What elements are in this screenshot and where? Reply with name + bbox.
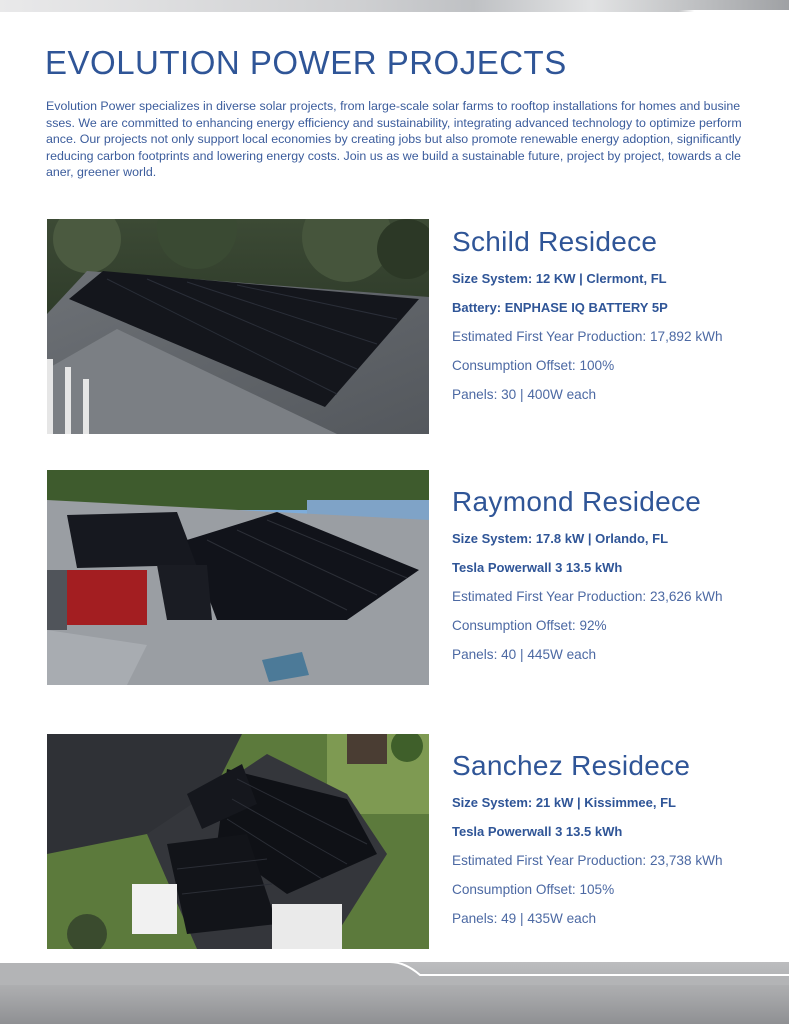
- project-name: Sanchez Residece: [452, 750, 691, 781]
- system-size: Size System: 12 KW | Clermont, FL: [452, 271, 667, 286]
- system-size: Size System: 21 kW | Kissimmee, FL: [452, 795, 677, 810]
- battery: Tesla Powerwall 3 13.5 kWh: [452, 824, 623, 839]
- raymond-residence-info: [452, 486, 772, 669]
- raymond-residence-photo: [47, 470, 429, 685]
- schild-residence-info: [452, 226, 772, 409]
- top-band-edge: [0, 10, 789, 14]
- schild-residence-photo: [47, 219, 429, 434]
- intro-paragraph: Evolution Power specializes in diverse solar projects, from large-scale solar farms to rooftop installations for homes and businesses. We are committed to enhancing energy efficiency and sustainability, integrating advanced technology to optimize performance. Our projects not only support local economies by creating jobs but also promote renewable energy adoption, significantly reducing carbon footprints and lowering energy costs. Join us as we build a sustainable future, project by project, towards a cleaner, greener world.: [46, 99, 742, 180]
- panels: Panels: 30 | 400W each: [452, 387, 597, 402]
- panels: Panels: 49 | 435W each: [452, 911, 597, 926]
- production: Estimated First Year Production: 23,626 kWh: [452, 589, 723, 604]
- sanchez-residence-photo: [47, 734, 429, 949]
- system-size: Size System: 17.8 kW | Orlando, FL: [452, 531, 669, 546]
- consumption-offset: Consumption Offset: 100%: [452, 358, 615, 373]
- project-name: Raymond Residece: [452, 486, 702, 517]
- project-name: Schild Residece: [452, 226, 658, 257]
- battery: Battery: ENPHASE IQ BATTERY 5P: [452, 300, 668, 315]
- production: Estimated First Year Production: 17,892 kWh: [452, 329, 723, 344]
- consumption-offset: Consumption Offset: 105%: [452, 882, 615, 897]
- production: Estimated First Year Production: 23,738 kWh: [452, 853, 723, 868]
- sanchez-residence-info: [452, 750, 772, 933]
- panels: Panels: 40 | 445W each: [452, 647, 597, 662]
- consumption-offset: Consumption Offset: 92%: [452, 618, 607, 633]
- battery: Tesla Powerwall 3 13.5 kWh: [452, 560, 623, 575]
- bottom-band-curve: [0, 955, 789, 985]
- page-title: EVOLUTION POWER PROJECTS: [45, 44, 567, 81]
